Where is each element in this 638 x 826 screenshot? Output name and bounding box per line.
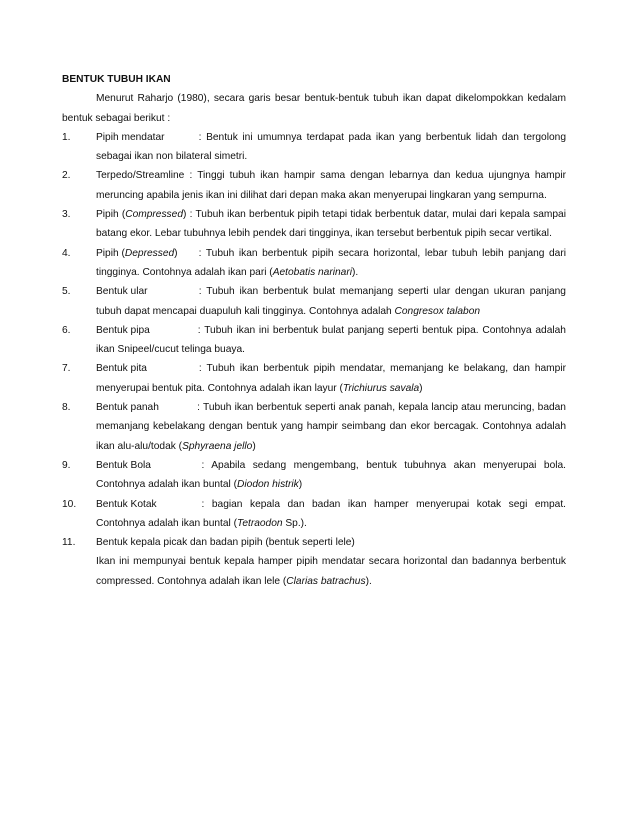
list-item <box>62 456 566 495</box>
item-separator: : <box>198 286 202 298</box>
item-term: Bentuk pipa <box>96 324 150 336</box>
item-text: Tubuh ikan ini berbentuk bulat panjang seperti bentuk pipa. Contohnya adalah ikan Snipeel/cucut telinga buaya. <box>96 324 566 356</box>
list-item <box>62 533 566 552</box>
item-term: Bentuk Kotak <box>96 498 157 510</box>
item-text-end: ) <box>298 479 303 491</box>
item-term: Bentuk pita <box>96 363 147 375</box>
item-text: Tubuh ikan berbentuk pipih secara horizontal, lebar tubuh lebih panjang dari tingginya. Contohnya adalah ikan pari ( <box>96 247 566 278</box>
item-term <box>96 244 194 263</box>
item-text-end: ) <box>252 440 256 452</box>
intro-paragraph: Menurut Raharjo (1980), secara garis besar bentuk-bentuk tubuh ikan dapat dikelompokkan kedalam bentuk sebagai berikut : <box>62 93 566 124</box>
item-separator: : <box>201 498 205 510</box>
species-name: Tetraodon <box>237 517 283 529</box>
list-item <box>62 166 566 205</box>
item-term: Pipih mendatar <box>96 131 165 143</box>
list-item <box>62 495 566 534</box>
item-number: 8. <box>62 402 71 414</box>
closing-text-end: ). <box>365 575 372 587</box>
species-name: Aetobatis narinari <box>272 266 352 278</box>
species-name: Clarias batrachus <box>286 575 366 587</box>
item-number: 1. <box>62 131 71 143</box>
item-term-suffix: ) <box>174 247 178 259</box>
species-name: Sphyraena jello <box>182 440 253 452</box>
body-shape-list <box>62 128 566 553</box>
item-text: Bentuk ini umumnya terdapat pada ikan yang berbentuk lidah dan tergolong sebagai ikan non bilateral simetri. <box>96 131 566 163</box>
item-number: 6. <box>62 324 71 336</box>
item-separator: : <box>198 363 202 375</box>
item-term-prefix: Pipih ( <box>96 209 126 221</box>
item-separator: : <box>197 324 201 336</box>
item-term-prefix: Pipih ( <box>96 247 125 259</box>
item-term: Bentuk ular <box>96 286 148 298</box>
item-text: Tubuh ikan berbentuk pipih tetapi tidak berbentuk datar, mulai dari kepala sampai batang ekor. Lebar tubuhnya lebih pendek dari tingginya, ikan tersebut berbentuk pipih secar vertikal. <box>96 209 566 240</box>
list-item <box>62 282 566 321</box>
item-separator: : <box>198 131 202 143</box>
list-item <box>62 205 566 244</box>
item-text-end: ) <box>419 382 423 394</box>
item-text: Tinggi tubuh ikan hampir sama dengan lebarnya dan kedua ujungnya hampir meruncing apabila jenis ikan ini dilihat dari depan maka akan menyerupai lingkaran yang sempurna. <box>96 170 566 201</box>
item-number: 3. <box>62 209 71 221</box>
item-text: Tubuh ikan berbentuk seperti anak panah, kepala lancip atau meruncing, badan memanjang kebelakang dengan bentuk yang hampir seimbang dan ekor bercagak. Contohnya adalah ikan alu-alu/todak ( <box>96 402 566 452</box>
document-title: BENTUK TUBUH IKAN <box>62 74 171 85</box>
list-item <box>62 359 566 398</box>
item-term-italic: Compressed <box>125 209 183 221</box>
item-number: 4. <box>62 247 71 259</box>
item-term: Bentuk Bola <box>96 459 151 471</box>
item-term-italic: Depressed <box>124 247 175 259</box>
item-term-suffix: ) <box>183 209 187 221</box>
species-name: Diodon histrik <box>237 479 299 491</box>
list-item <box>62 244 566 283</box>
list-item <box>62 321 566 360</box>
item-separator: : <box>197 402 200 414</box>
item-text: Apabila sedang mengembang, bentuk tubuhnya akan menyerupai bola. Contohnya adalah ikan buntal ( <box>96 459 566 491</box>
item-text: bagian kepala dan badan ikan hamper menyerupai kotak segi empat. Contohnya adalah ikan buntal ( <box>96 498 566 529</box>
species-name: Trichiurus savala <box>342 382 420 394</box>
item-separator: : <box>189 170 193 182</box>
closing-paragraph <box>62 552 566 591</box>
item-term: Terpedo/Streamline <box>96 170 185 182</box>
item-text-end: Sp.). <box>282 517 307 529</box>
item-number: 9. <box>62 459 71 471</box>
item-term: Bentuk panah <box>96 402 159 414</box>
item-number: 11. <box>62 537 76 549</box>
item-term: Bentuk kepala picak dan badan pipih (bentuk seperti lele) <box>96 537 355 549</box>
item-number: 5. <box>62 286 71 298</box>
item-number: 7. <box>62 363 71 375</box>
item-text: Tubuh ikan berbentuk pipih mendatar, memanjang ke belakang, dan hampir menyerupai bentuk pita. Contohnya adalah ikan layur ( <box>96 363 566 394</box>
item-text-end: ). <box>352 266 359 278</box>
item-separator: : <box>189 209 193 221</box>
item-number: 2. <box>62 170 71 182</box>
item-term <box>96 209 186 220</box>
item-separator: : <box>198 247 202 259</box>
list-item <box>62 128 566 167</box>
item-text: Tubuh ikan berbentuk bulat memanjang seperti ular dengan ukuran panjang tubuh dapat mencapai duapuluh kali tingginya. Contohnya adalah <box>96 286 566 317</box>
document-page <box>62 70 566 591</box>
item-separator: : <box>201 459 205 471</box>
item-number: 10. <box>62 498 77 510</box>
closing-text: Ikan ini mempunyai bentuk kepala hamper pipih mendatar secara horizontal dan badannya berbentuk compressed. Contohnya adalah ikan lele ( <box>96 556 566 587</box>
species-name: Congresox talabon <box>394 305 481 317</box>
list-item <box>62 398 566 456</box>
